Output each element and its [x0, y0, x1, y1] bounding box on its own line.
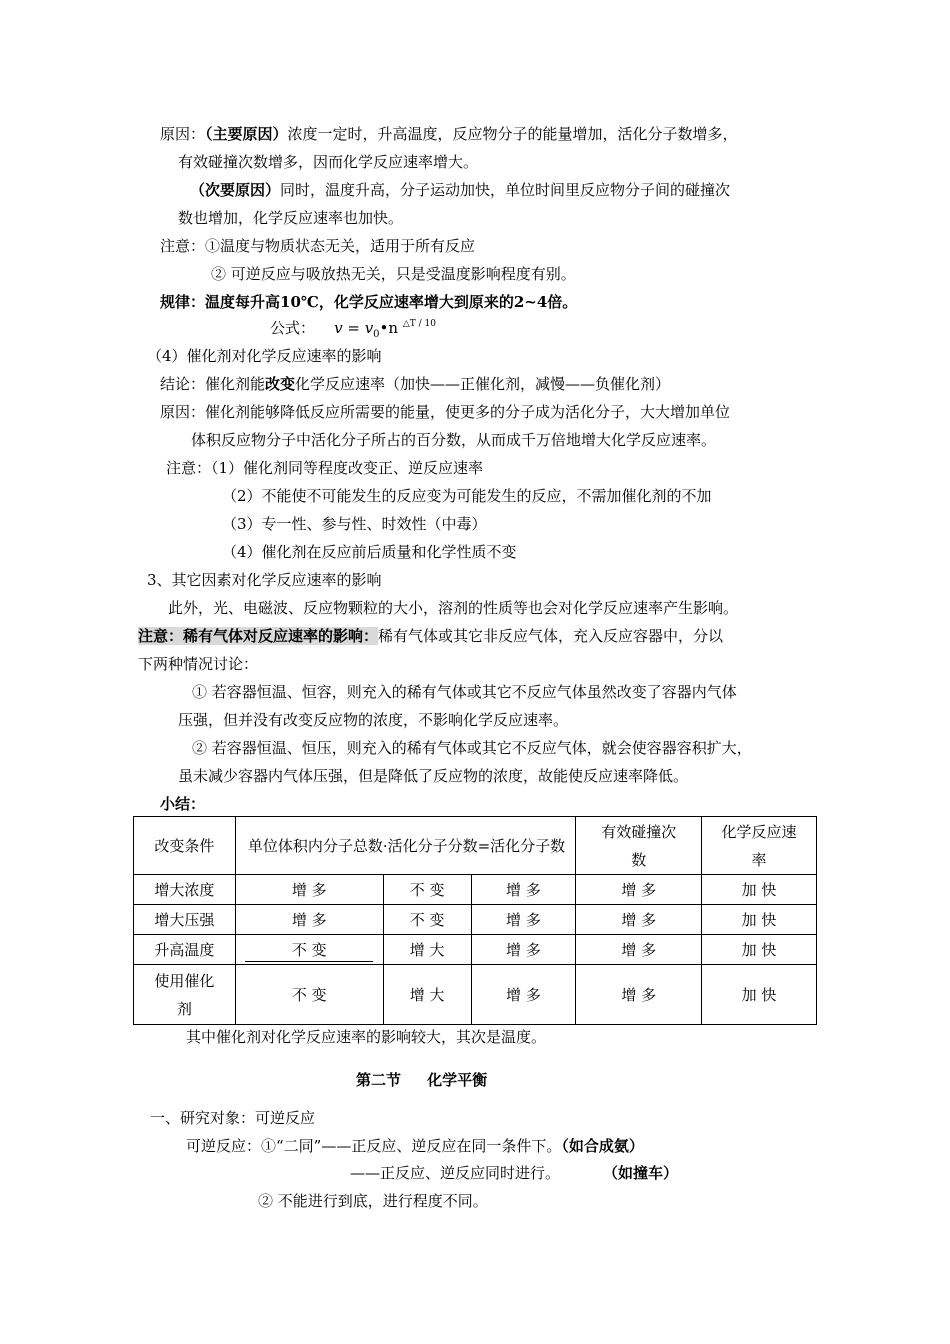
note-temp-item1: 注意：①温度与物质状态无关，适用于所有反应: [160, 237, 476, 255]
case1-line1: ① 若容器恒温、恒容，则充入的稀有气体或其它不反应气体虽然改变了容器内气体: [192, 683, 737, 701]
cause-secondary-line2: 数也增加，化学反应速率也加快。: [178, 209, 404, 227]
header-rate: 化学反应速率: [702, 817, 817, 875]
formula-line: 公式： $v = v_0•n$ $^{\triangle T / 10}$: [270, 319, 436, 340]
table-row: 增大压强 增 多 不 变 增 多 增 多 加 快: [134, 905, 817, 935]
catalyst-reason-line1: 原因：催化剂能够降低反应所需要的能量，使更多的分子成为活化分子，大大增加单位: [160, 403, 731, 421]
header-molecules: 单位体积内分子总数·活化分子分数=活化分子数: [235, 817, 575, 875]
catalyst-note3: （3）专一性、参与性、时效性（中毒）: [222, 515, 487, 533]
catalyst-conclusion: 结论：催化剂能改变化学反应速率（加快——正催化剂，减慢——负催化剂）: [160, 375, 671, 393]
catalyst-note4: （4）催化剂在反应前后质量和化学性质不变: [222, 543, 517, 561]
noble-highlight: 注意：稀有气体对反应速率的影响：: [138, 627, 379, 645]
case1-line2: 压强，但并没有改变反应物的浓度，不影响化学反应速率。: [178, 711, 569, 729]
cause-main-line2: 有效碰撞次数增多，因而化学反应速率增大。: [178, 153, 479, 171]
reversible-line1: 可逆反应：①“二同”——正反应、逆反应在同一条件下。（如合成氨）: [186, 1137, 644, 1155]
reversible-item2: ② 不能进行到底，进行程度不同。: [258, 1192, 488, 1210]
other-heading: 3、其它因素对化学反应速率的影响: [147, 571, 382, 589]
main-cause-tag: （主要原因）: [205, 125, 288, 143]
catalyst-reason-line2: 体积反应物分子中活化分子所占的百分数，从而成千万倍地增大化学反应速率。: [191, 431, 717, 449]
table-header-row: [134, 817, 817, 875]
summary-label: 小结：: [160, 795, 206, 813]
rule-line: 规律：温度每升高10℃，化学反应速率增大到原来的2~4倍。: [160, 293, 578, 311]
case2-line2: 虽未减少容器内气体压强，但是降低了反应物的浓度，故能使反应速率降低。: [178, 767, 689, 785]
research-object: 一、研究对象：可逆反应: [150, 1109, 316, 1127]
cause-main-line1: 原因：（主要原因）浓度一定时，升高温度，反应物分子的能量增加，活化分子数增多，: [160, 125, 738, 143]
header-condition: 改变条件: [134, 817, 236, 875]
catalyst-note2: （2）不能使不可能发生的反应变为可能发生的反应，不需加催化剂的不加: [222, 487, 712, 505]
catalyst-heading: （4）催化剂对化学反应速率的影响: [147, 347, 382, 365]
note-temp-item2: ② 可逆反应与吸放热无关，只是受温度影响程度有别。: [211, 265, 576, 283]
noble-line1: 注意：稀有气体对反应速率的影响：稀有气体或其它非反应气体，充入反应容器中，分以: [138, 627, 724, 645]
summary-table: [133, 816, 817, 1025]
table-row: 增大浓度 增 多 不 变 增 多 增 多 加 快: [134, 875, 817, 905]
catalyst-note1: 注意：（1）催化剂同等程度改变正、逆反应速率: [166, 459, 484, 477]
noble-line2: 下两种情况讨论：: [138, 655, 259, 673]
secondary-cause-tag: （次要原因）: [190, 181, 281, 199]
header-collisions: 有效碰撞次数: [576, 817, 702, 875]
cause-secondary-line1: （次要原因）同时，温度升高，分子运动加快，单位时间里反应物分子间的碰撞次: [190, 181, 731, 199]
other-text: 此外，光、电磁波、反应物颗粒的大小，溶剂的性质等也会对化学反应速率产生影响。: [168, 599, 739, 617]
case2-line1: ② 若容器恒温、恒压，则充入的稀有气体或其它不反应气体，就会使容器容积扩大，: [192, 739, 752, 757]
section-title: 第二节 化学平衡: [356, 1071, 488, 1089]
table-row: 使用催化剂 不 变 增 大 增 多 增 多 加 快: [134, 965, 817, 1025]
underlined-value: 不 变: [245, 939, 373, 962]
table-row: 升高温度 不 变 增 大 增 多 增 多 加 快: [134, 935, 817, 965]
reversible-line2: ——正反应、逆反应同时进行。 （如撞车）: [350, 1164, 678, 1182]
summary-footnote: 其中催化剂对化学反应速率的影响较大，其次是温度。: [186, 1028, 547, 1046]
